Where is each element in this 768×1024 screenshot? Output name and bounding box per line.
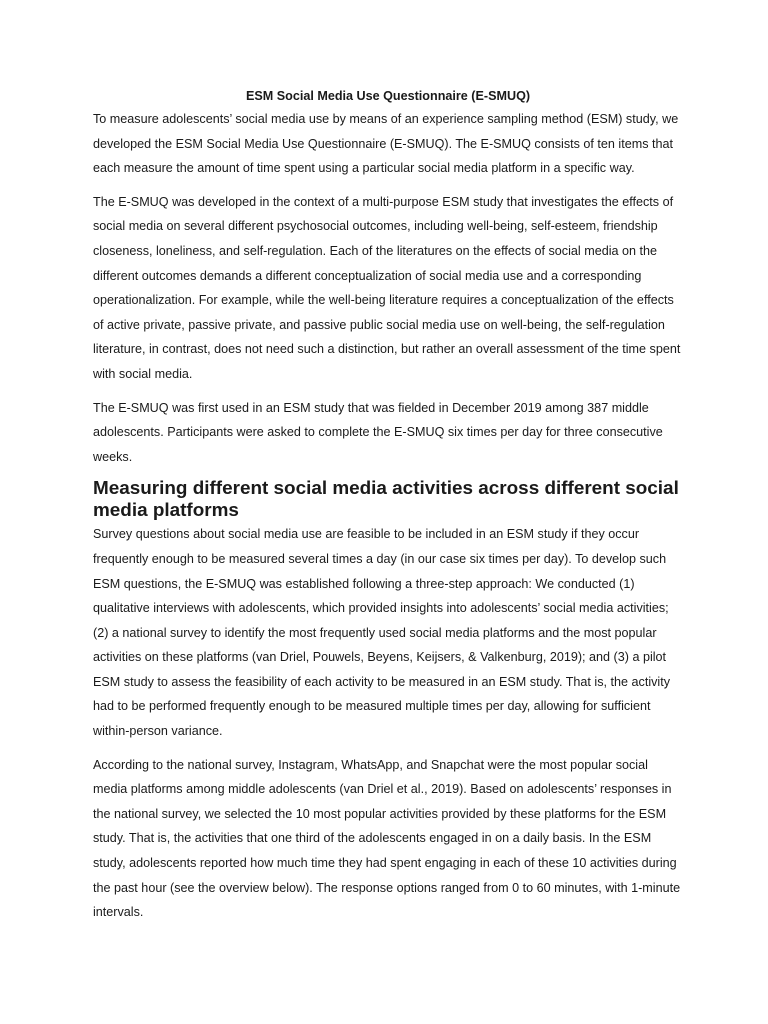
intro-paragraph-1: To measure adolescents’ social media use by means of an experience sampling method (ESM) study, we developed the ESM Social Media Use Questionnaire (E-SMUQ). The E-SMUQ consists of ten items that each measure the amount of time spent using a particular social media platform in a specific way. bbox=[93, 112, 679, 176]
section-heading: Measuring different social media activities across different social media platforms bbox=[93, 478, 679, 522]
section-paragraph-1: Survey questions about social media use are feasible to be included in an ESM study if they occur frequently enough to be measured several times a day (in our case six times per day). To develop such ESM questions, the E-SMUQ was established following a three-step approach: We conducted (1) qualitative interviews with adolescents, which provided insights into adolescents’ social media activities; (2) a national survey to identify the most frequently used social media platforms and the most popular activities on these platforms (van Driel, Pouwels, Beyens, Keijsers, & Valkenburg, 2019); and (3) a pilot ESM study to assess the feasibility of each activity to be measured in an ESM study. That is, the activity had to be performed frequently enough to be measured multiple times per day, allowing for sufficient within-person variance. bbox=[93, 527, 671, 739]
section-paragraph-2: According to the national survey, Instagram, WhatsApp, and Snapchat were the most popular social media platforms among middle adolescents (van Driel et al., 2019). Based on adolescents’ responses in the national survey, we selected the 10 most popular activities provided by these platforms for the ESM study. That is, the activities that one third of the adolescents engaged in on a daily basis. In the ESM study, adolescents reported how much time they had spent engaging in each of these 10 activities during the past hour (see the overview below). The response options ranged from 0 to 60 minutes, with 1-minute intervals. bbox=[93, 757, 681, 920]
document-page bbox=[93, 86, 683, 934]
intro-paragraph-3: The E-SMUQ was first used in an ESM study that was fielded in December 2019 among 387 middle adolescents. Participants were asked to complete the E-SMUQ six times per day for three consecutive weeks. bbox=[93, 400, 663, 464]
intro-paragraph-2: The E-SMUQ was developed in the context of a multi-purpose ESM study that investigates the effects of social media on several different psychosocial outcomes, including well-being, self-esteem, friendship closeness, loneliness, and self-regulation. Each of the literatures on the effects of social media on the different outcomes demands a different conceptualization of social media use and a corresponding operationalization. For example, while the well-being literature requires a conceptualization of the effects of active private, passive private, and passive public social media use on well-being, the self-regulation literature, in contrast, does not need such a distinction, but rather an overall assessment of the time spent with social media. bbox=[93, 194, 681, 381]
document-title: ESM Social Media Use Questionnaire (E-SMUQ) bbox=[245, 89, 531, 103]
